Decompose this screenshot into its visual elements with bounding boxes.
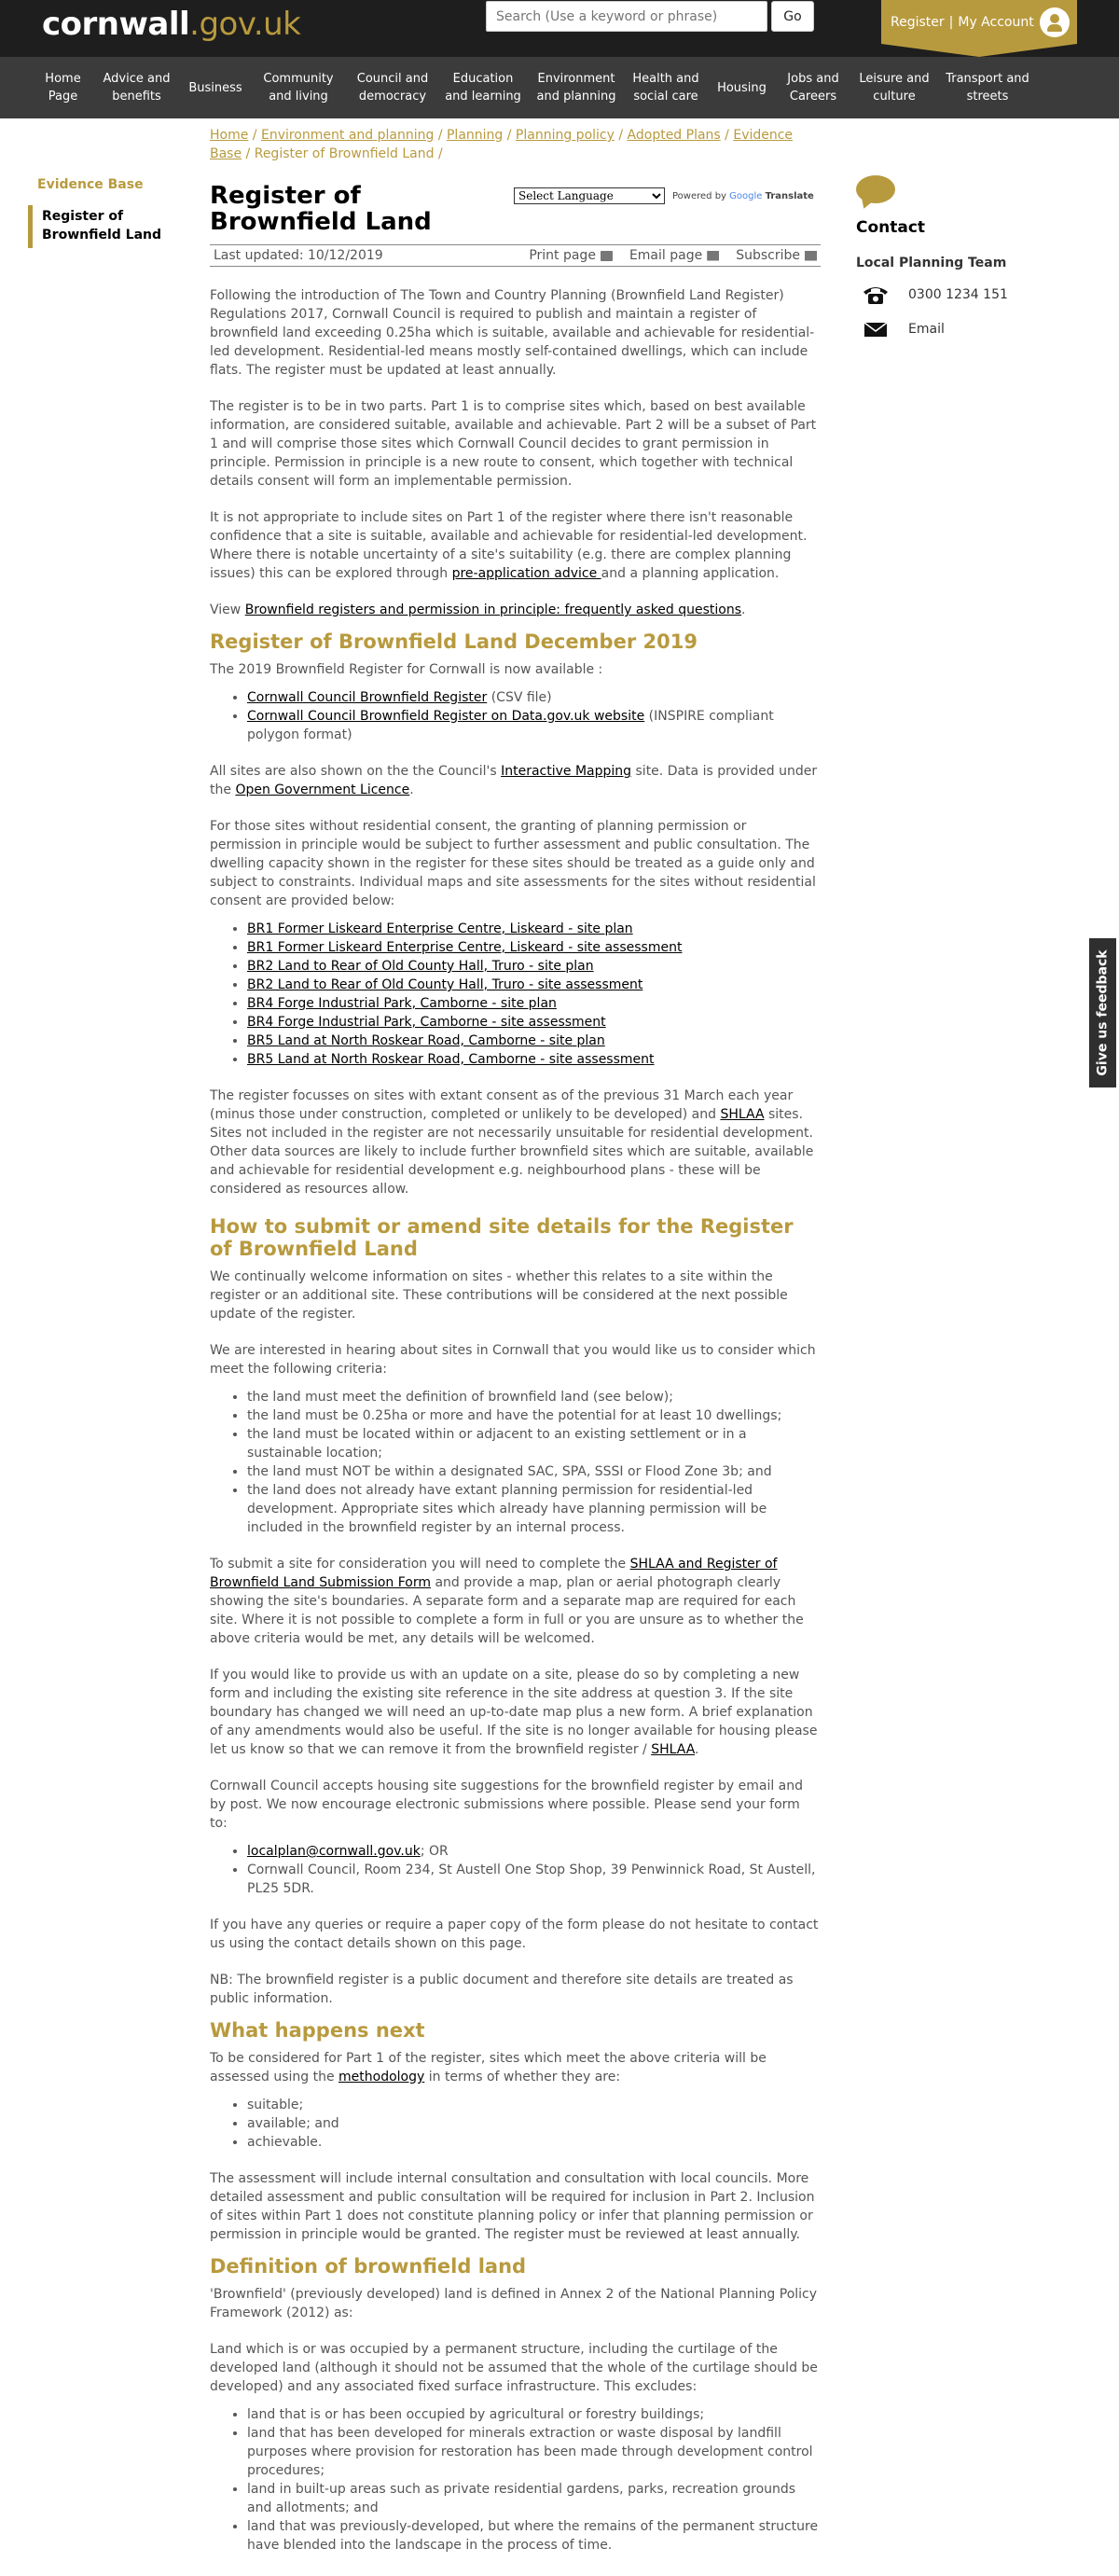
logo-domain: .gov.uk [189, 6, 301, 43]
paragraph: The 2019 Brownfield Register for Cornwall is now available : [210, 662, 603, 677]
breadcrumb-current: Register of Brownfield Land [254, 146, 435, 161]
list-item: • land that was previously-developed, but where the remains of the permanent structure have blended into the landscape in the process of time. [247, 2517, 821, 2555]
list-item [247, 976, 821, 994]
search-bar [486, 1, 814, 32]
contact-heading: Contact [856, 218, 926, 237]
paragraph: It is not appropriate to include sites on Part 1 of the register where there isn't reasonable confidence that a site is suitable, available and achievable for residential-led development. Where there is notable uncertainty of a site's suitability (e.g. there are complex planning issues) this can be explored through pre-application advice and a planning application. [210, 510, 808, 581]
print-icon [601, 251, 613, 261]
send-to-list [210, 1842, 821, 1898]
logo-main: cornwall [42, 6, 190, 43]
csv-register-link[interactable]: Cornwall Council Brownfield Register [247, 690, 488, 705]
faq-link[interactable]: Brownfield registers and permission in principle: frequently asked questions [244, 602, 742, 617]
list-item: • Cornwall Council, Room 234, St Austell One Stop Shop, 39 Penwinnick Road, St Austell, PL25 5DR. [247, 1861, 821, 1898]
phone-number[interactable]: 0300 1234 151 [908, 287, 1008, 302]
envelope-icon [862, 319, 890, 339]
nav-item-transport-and-streets[interactable]: Transport and streets [946, 72, 1029, 104]
site-logo[interactable] [42, 6, 300, 43]
paragraph: The register focusses on sites with extant consent as of the previous 31 March each year (minus those under construction, completed or unlikely to be developed) and SHLAA sites. Sites not included in the register are not necessarily unsuitable for residential development. Other data sources are likely to include further brownfield sites which are suitable, available and achievable for residential development e.g. neighbourhood plans - these will be considered as resources allow. [210, 1088, 814, 1197]
document-link[interactable]: BR2 Land to Rear of Old County Hall, Truro - site plan [247, 959, 594, 974]
document-link[interactable]: BR5 Land at North Roskear Road, Camborne - site plan [247, 1033, 605, 1048]
intro-paragraph: Following the introduction of The Town and Country Planning (Brownfield Land Register) Regulations 2017, Cornwall Council is required to publish and maintain a register of brownfield land exceeding 0.25ha which is suitable, available and achievable for residential-led development. Residential-led means mostly self-contained dwellings, which can include flats. The register must be updated at least annually. [210, 288, 815, 378]
section-nav-parent[interactable]: Evidence Base [37, 177, 144, 192]
list-item [247, 938, 821, 957]
my-account-link[interactable]: My Account [958, 14, 1034, 30]
print-page-link[interactable]: Print page [529, 248, 613, 263]
section-heading: Register of Brownfield Land December 2019 [210, 630, 698, 653]
section-nav [28, 177, 177, 248]
methodology-link[interactable]: methodology [338, 2070, 425, 2084]
breadcrumb-evidence-base[interactable]: Evidence Base [210, 128, 794, 161]
nav-item-health-and-social-care[interactable]: Health and social care [632, 72, 699, 104]
nav-item-community-and-living[interactable]: Community and living [263, 72, 334, 104]
paragraph: To be considered for Part 1 of the register, sites which meet the above criteria will be assessed using the methodology in terms of whether they are: [210, 2051, 767, 2084]
list-item [247, 1050, 821, 1069]
account-panel [881, 0, 1077, 44]
page-meta [210, 244, 821, 267]
powered-by-google: Powered by Google Translate [672, 190, 814, 201]
nav-item-jobs-and-careers[interactable]: Jobs and Careers [787, 72, 839, 104]
paragraph: To submit a site for consideration you will need to complete the SHLAA and Register of Brownfield Land Submission Form and provide a map, plan or aerial photograph clearly showing the site's boundaries. A separate form and a separate map are required for each site. Where it is not possible to complete a form in full or you are unsure as to whether the above criteria would be met, any details will be welcomed. [210, 1557, 804, 1646]
site-document-list [210, 920, 821, 1069]
paragraph: We continually welcome information on sites - whether this relates to a site within the register or an additional site. These contributions will be considered at the next possible update of the register. [210, 1269, 788, 1322]
account-panel-tail [881, 44, 1077, 57]
main-nav [0, 57, 1119, 118]
interactive-mapping-link[interactable]: Interactive Mapping [501, 764, 632, 779]
feedback-tab[interactable] [1089, 938, 1116, 1087]
list-item: • the land must NOT be within a designated SAC, SPA, SSSI or Flood Zone 3b; and [247, 1462, 821, 1481]
contact-team: Local Planning Team [856, 256, 1007, 270]
assessment-list [210, 2096, 821, 2152]
section-heading: How to submit or amend site details for the Register of Brownfield Land [210, 1215, 794, 1260]
page-title: Register of Brownfield Land [210, 182, 432, 236]
list-item: • the land must meet the definition of brownfield land (see below); [247, 1388, 821, 1406]
email-page-link[interactable]: Email page [629, 248, 719, 263]
register-link[interactable]: Register [891, 14, 945, 30]
nav-item-business[interactable]: Business [188, 80, 242, 95]
contact-panel [856, 175, 1080, 339]
paragraph: If you have any queries or require a paper copy of the form please do not hesitate to contact us using the contact details shown on this page. [210, 1918, 819, 1951]
email-address-link[interactable]: localplan@cornwall.gov.uk [247, 1844, 421, 1859]
breadcrumb-environment[interactable]: Environment and planning [260, 128, 435, 143]
nav-item-housing[interactable]: Housing [717, 80, 767, 95]
submission-form-link[interactable]: SHLAA and Register of Brownfield Land Submission Form [210, 1557, 778, 1590]
search-button[interactable]: Go [771, 1, 814, 32]
contact-email [856, 319, 1080, 339]
document-link[interactable]: BR4 Forge Industrial Park, Camborne - site assessment [247, 1015, 606, 1030]
list-item: • land that has been developed for minerals extraction or waste disposal by landfill purposes where provision for restoration has been made through development control procedures; [247, 2424, 821, 2480]
nav-item-home-page[interactable]: Home Page [45, 72, 81, 104]
speech-bubble-icon [856, 175, 895, 203]
shlaa-link[interactable]: SHLAA [720, 1107, 765, 1122]
breadcrumb-adopted-plans[interactable]: Adopted Plans [627, 128, 721, 143]
list-item: • the land must be located within or adjacent to an existing settlement or in a sustainable location; [247, 1425, 821, 1462]
last-updated: Last updated: 10/12/2019 [214, 248, 383, 263]
contact-phone [856, 284, 1080, 305]
account-separator: | [948, 14, 954, 30]
breadcrumb-planning-policy[interactable]: Planning policy [515, 128, 615, 143]
list-item: • suitable; [247, 2096, 821, 2114]
paragraph: Land which is or was occupied by a permanent structure, including the curtilage of the developed land (although it should not be assumed that the whole of the curtilage should be developed) and any associated fixed surface infrastructure. This excludes: [210, 2342, 818, 2394]
section-nav-current[interactable]: Register of Brownfield Land [28, 205, 177, 248]
list-item: • Cornwall Council Brownfield Register (CSV file) [247, 688, 821, 707]
list-item: • land in built-up areas such as private residential gardens, parks, recreation grounds and allotments; and [247, 2480, 821, 2517]
paragraph: The register is to be in two parts. Part 1 is to comprise sites which, based on best available information, are considered suitable, available and achievable. Part 2 will be a subset of Part 1 and will comprise those sites which Cornwall Council decides to grant permission in principle. Permission in principle is a new route to consent, which together with technical details consent will form an implementable permission. [210, 399, 817, 489]
envelope-icon [707, 251, 719, 261]
shlaa-link[interactable]: SHLAA [651, 1742, 696, 1757]
user-icon[interactable] [1040, 7, 1070, 37]
list-item: • the land does not already have extant planning permission for residential-led development. Appropriate sites which already have planning permission will be included in the brownfield register by an internal process. [247, 1481, 821, 1537]
paragraph: Cornwall Council accepts housing site suggestions for the brownfield register by email and by post. We now encourage electronic submissions where possible. Please send your form to: [210, 1779, 804, 1831]
phone-icon [862, 284, 890, 305]
breadcrumb-planning[interactable]: Planning [446, 128, 504, 143]
pre-application-link[interactable]: pre-application advice [451, 566, 601, 581]
list-item: • available; and [247, 2114, 821, 2133]
exclusions-list [210, 2405, 821, 2555]
envelope-icon [805, 251, 817, 261]
list-item [247, 1032, 821, 1050]
paragraph: 'Brownfield' (previously developed) land is defined in Annex 2 of the National Planning Policy Framework (2012) as: [210, 2287, 818, 2320]
subscribe-link[interactable]: Subscribe [736, 248, 817, 263]
translate-widget [514, 187, 814, 204]
language-select[interactable] [514, 187, 665, 204]
nav-item-education-and-learning[interactable]: Education and learning [445, 72, 521, 104]
paragraph: View Brownfield registers and permission in principle: frequently asked questions. [210, 602, 746, 617]
list-item: • achievable. [247, 2133, 821, 2152]
breadcrumb-home[interactable]: Home [210, 128, 249, 143]
paragraph: We are interested in hearing about sites in Cornwall that you would like us to consider which meet the following criteria: [210, 1343, 816, 1377]
ogl-link[interactable]: Open Government Licence [235, 782, 410, 797]
main-content [210, 183, 821, 2555]
paragraph: For those sites without residential consent, the granting of planning permission or permission in principle would be subject to further assessment and public consultation. The dwelling capacity shown in the register for these sites should be treated as a guide only and subject to constraints. Individual maps and site assessments for the sites without residential consent are provided below: [210, 819, 816, 908]
list-item: • localplan@cornwall.gov.uk; OR [247, 1842, 821, 1861]
nav-item-council-and-democracy[interactable]: Council and democracy [356, 72, 429, 104]
breadcrumb: Home / Environment and planning / Planning / Planning policy / Adopted Plans / Evidence Base / Register of Brownfield Land / [210, 128, 794, 161]
paragraph: NB: The brownfield register is a public document and therefore site details are treated as public information. [210, 1973, 794, 2006]
document-link[interactable]: BR4 Forge Industrial Park, Camborne - site plan [247, 996, 557, 1011]
list-item: • the land must be 0.25ha or more and have the potential for at least 10 dwellings; [247, 1406, 821, 1425]
section-heading: Definition of brownfield land [210, 2255, 527, 2278]
paragraph: All sites are also shown on the the Council's Interactive Mapping site. Data is provided under the Open Government Licence. [210, 764, 818, 797]
nav-item-environment-and-planning[interactable]: Environment and planning [536, 72, 616, 104]
list-item: • Cornwall Council Brownfield Register on Data.gov.uk website (INSPIRE compliant polygon format) [247, 707, 821, 744]
feedback-label: Give us feedback [1095, 949, 1111, 1076]
nav-item-leisure-and-culture[interactable]: Leisure and culture [859, 72, 930, 104]
list-item [247, 1013, 821, 1032]
search-input[interactable] [486, 1, 767, 32]
list-item [247, 994, 821, 1013]
document-link[interactable]: BR5 Land at North Roskear Road, Camborne - site assessment [247, 1052, 655, 1067]
list-item: • land that is or has been occupied by agricultural or forestry buildings; [247, 2405, 821, 2424]
document-link[interactable]: BR1 Former Liskeard Enterprise Centre, Liskeard - site plan [247, 921, 633, 936]
section-heading: What happens next [210, 2019, 425, 2042]
paragraph: The assessment will include internal consultation and consultation with local councils. More detailed assessment and public consultation will be required for inclusion in Part 2. Inclusion of sites within Part 1 does not constitute planning policy or infer that planning permission or permission in principle would be granted. The register must be reviewed at least annually. [210, 2171, 815, 2242]
document-link[interactable]: BR1 Former Liskeard Enterprise Centre, Liskeard - site assessment [247, 940, 683, 955]
nav-item-advice-and-benefits[interactable]: Advice and benefits [103, 72, 171, 104]
criteria-list [210, 1388, 821, 1537]
document-link[interactable]: BR2 Land to Rear of Old County Hall, Truro - site assessment [247, 977, 643, 992]
datagov-register-link[interactable]: Cornwall Council Brownfield Register on Data.gov.uk website [247, 709, 645, 724]
register-downloads [210, 688, 821, 744]
paragraph: If you would like to provide us with an update on a site, please do so by completing a new form and including the existing site reference in the site address at question 3. If the site boundary has changed we will need an up-to-date map plus a new form. A brief explanation of any amendments would also be useful. If the site is no longer available for housing please let us know so that we can remove it from the brownfield register / SHLAA. [210, 1668, 818, 1757]
list-item [247, 920, 821, 938]
contact-email-link[interactable]: Email [908, 322, 945, 337]
list-item [247, 957, 821, 976]
